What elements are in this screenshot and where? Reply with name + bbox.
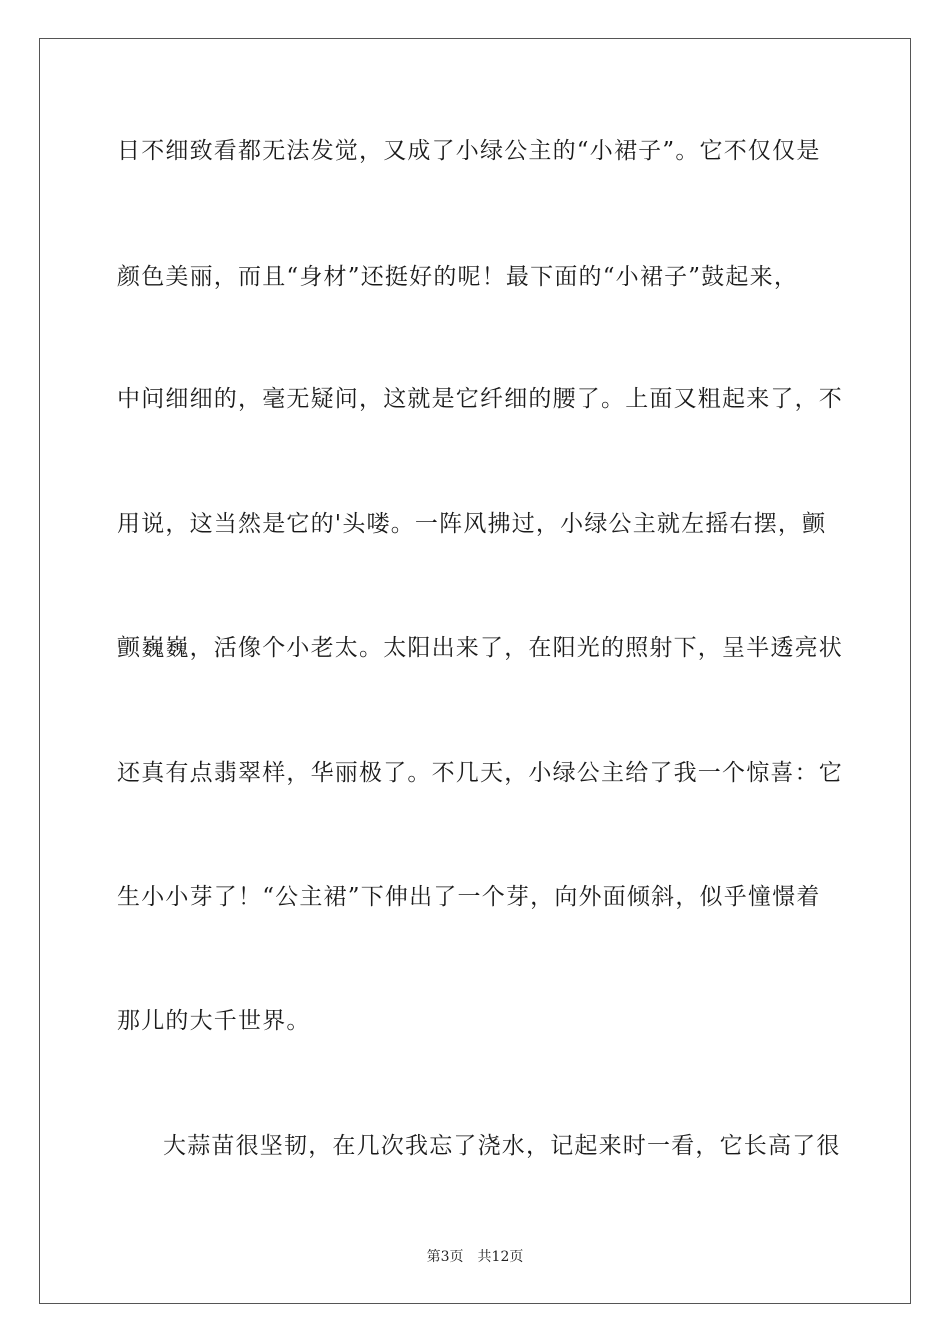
body-line-6: 还真有点翡翠样，华丽极了。不几天，小绿公主给了我一个惊喜：它 [117, 760, 843, 786]
body-line-1: 日不细致看都无法发觉，又成了小绿公主的“小裙子”。它不仅仅是 [117, 138, 821, 164]
body-line-5: 颤巍巍，活像个小老太。太阳出来了，在阳光的照射下，呈半透亮状 [117, 635, 843, 661]
page-number: 第3页 [426, 1249, 464, 1265]
body-line-4: 用说，这当然是它的'头喽。一阵风拂过，小绿公主就左摇右摆，颤 [117, 511, 827, 537]
body-line-9: 大蒜苗很坚韧，在几次我忘了浇水，记起来时一看，它长高了很 [163, 1133, 841, 1159]
body-line-2: 颜色美丽，而且“身材”还挺好的呢！最下面的“小裙子”鼓起来， [117, 264, 799, 290]
body-line-7: 生小小芽了！“公主裙”下伸出了一个芽，向外面倾斜，似乎憧憬着 [117, 884, 821, 910]
body-line-3: 中问细细的，毫无疑问，这就是它纤细的腰了。上面又粗起来了，不 [117, 386, 843, 412]
page-footer [0, 1248, 950, 1266]
page-border [39, 38, 911, 1304]
page-total: 共12页 [477, 1249, 524, 1265]
body-line-8: 那儿的大千世界。 [117, 1008, 311, 1034]
